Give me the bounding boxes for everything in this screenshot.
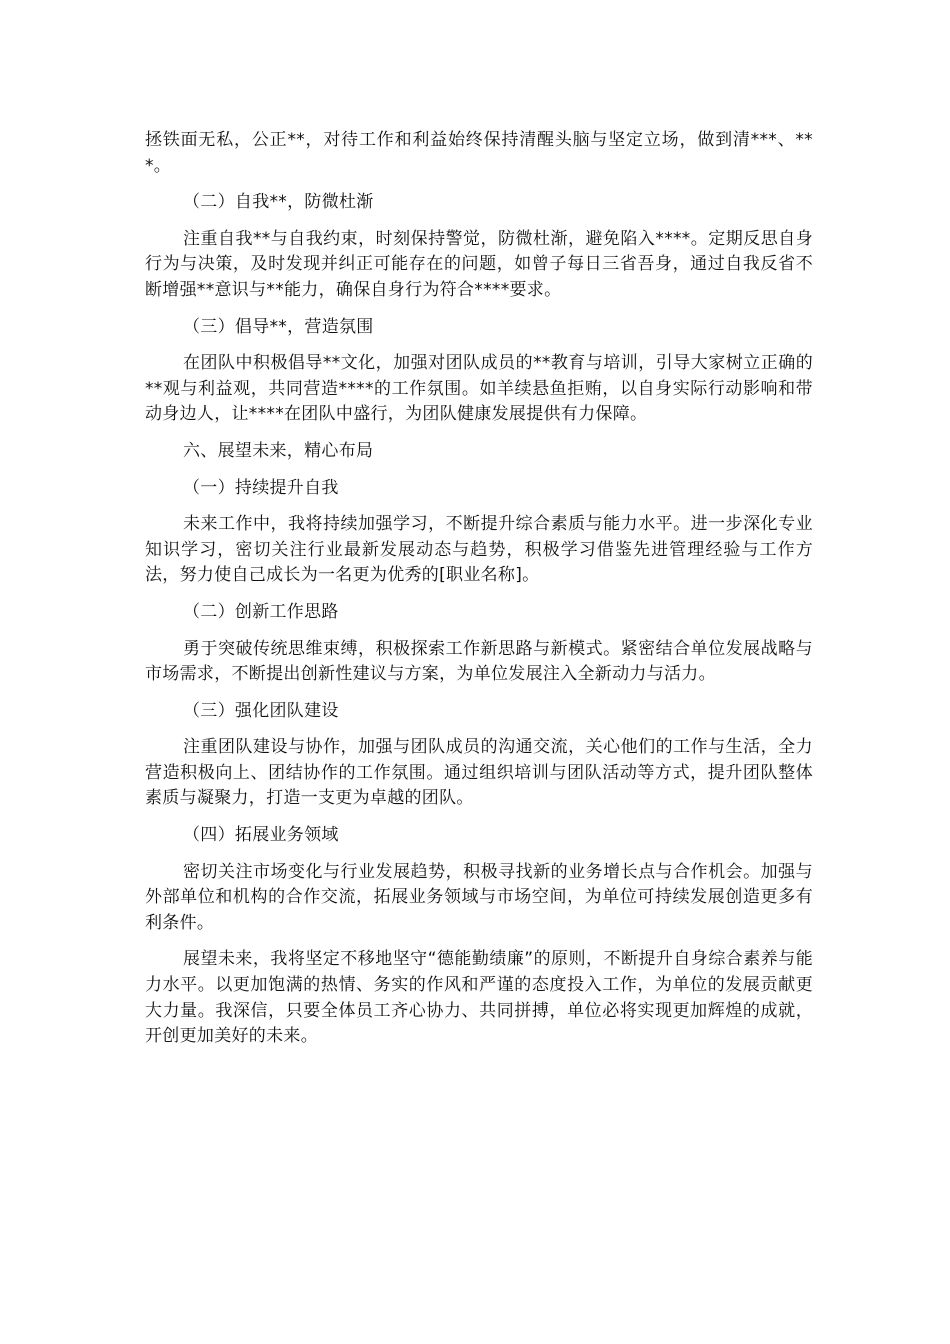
paragraph-self-discipline: 注重自我**与自我约束，时刻保持警觉，防微杜渐，避免陷入****。定期反思自身行为与决策，及时发现并纠正可能存在的问题，如曾子每日三省吾身，通过自我反省不断增强**意识与**能力，确保自身行为符合****要求。 [145,228,813,300]
paragraph-advocate: 在团队中积极倡导**文化，加强对团队成员的**教育与培训，引导大家树立正确的**观与利益观，共同营造****的工作氛围。如羊续悬鱼拒贿，以自身实际行动影响和带动身边人，让****在团队中盛行，为团队健康发展提供有力保障。 [145,353,813,425]
section-heading-business-expansion: （四）拓展业务领域 [183,825,339,846]
section-heading-self-improvement: （一）持续提升自我 [183,477,339,498]
paragraph-innovation: 勇于突破传统思维束缚，积极探索工作新思路与新模式。紧密结合单位发展战略与市场需求，不断提出创新性建议与方案，为单位发展注入全新动力与活力。 [145,638,813,685]
paragraph-team-building: 注重团队建设与协作，加强与团队成员的沟通交流，关心他们的工作与生活，全力营造积极向上、团结协作的工作氛围。通过组织培训与团队活动等方式，提升团队整体素质与凝聚力，打造一支更为卓越的团队。 [145,737,813,809]
chapter-heading-outlook: 六、展望未来，精心布局 [183,440,374,461]
document-page [145,128,813,1061]
section-heading-innovation: （二）创新工作思路 [183,601,339,622]
paragraph-self-improvement: 未来工作中，我将持续加强学习，不断提升综合素质与能力水平。进一步深化专业知识学习，密切关注行业最新发展动态与趋势，积极学习借鉴先进管理经验与工作方法，努力使自己成长为一名更为优秀的[职业名称]。 [145,514,813,586]
section-heading-advocate: （三）倡导**，营造氛围 [183,316,374,337]
section-heading-self-discipline: （二）自我**，防微杜渐 [183,192,374,213]
paragraph-business-expansion: 密切关注市场变化与行业发展趋势，积极寻找新的业务增长点与合作机会。加强与外部单位和机构的合作交流，拓展业务领域与市场空间，为单位可持续发展创造更多有利条件。 [145,861,813,933]
paragraph-continued: 拯铁面无私，公正**，对待工作和利益始终保持清醒头脑与坚定立场，做到清***、***。 [145,130,813,176]
paragraph-conclusion: 展望未来，我将坚定不移地坚守“德能勤绩廉”的原则，不断提升自身综合素养与能力水平。以更加饱满的热情、务实的作风和严谨的态度投入工作，为单位的发展贡献更大力量。我深信，只要全体员工齐心协力、共同拼搏，单位必将实现更加辉煌的成就，开创更加美好的未来。 [145,949,813,1047]
section-heading-team-building: （三）强化团队建设 [183,700,339,721]
